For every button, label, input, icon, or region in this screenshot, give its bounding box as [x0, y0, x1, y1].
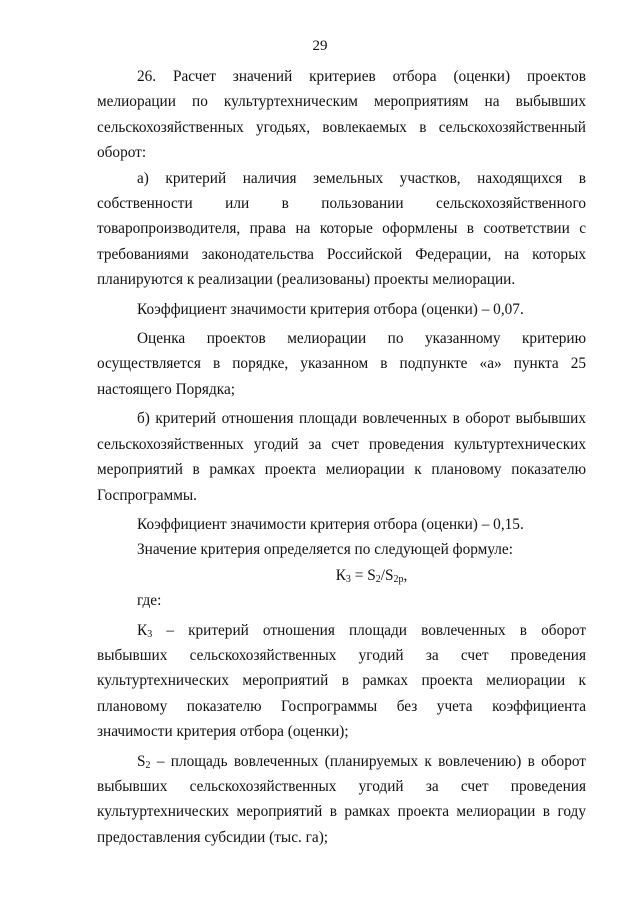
coefficient-b: Коэффициент значимости критерия отбора (оценки) – 0,15.: [137, 515, 524, 533]
formula-k-sub: 3: [345, 573, 351, 585]
formula-s-sub: 2: [375, 573, 381, 585]
k3-definition-text: – критерий отношения площади вовлеченных в оборот выбывших сельскохозяйственных угодий за счет проведения культуртехнических мероприятий в рамках проекта мелиорации к плановому показателю Госпрограммы без учета коэффициента значимости критерия отбора (оценки);: [97, 621, 586, 741]
k3-symbol: К: [137, 621, 148, 639]
coefficient-a: Коэффициент значимости критерия отбора (оценки) – 0,07.: [137, 300, 524, 318]
formula-s2p: S: [384, 566, 394, 584]
document-body: [97, 64, 586, 850]
evaluation-a: Оценка проектов мелиорации по указанному критерию осуществляется в порядке, указанном в подпункте «а» пункта 25 настоящего Порядка;: [97, 330, 586, 398]
formula-tail: ,: [403, 566, 408, 584]
formula-equals: =: [350, 566, 368, 584]
k3-definition: [97, 618, 586, 745]
formula-intro: Значение критерия определяется по следующей формуле:: [137, 541, 513, 559]
where-label: где:: [137, 592, 162, 610]
formula-s: S: [367, 566, 376, 584]
s2-symbol-sub: 2: [145, 759, 151, 771]
s2-definition: [97, 749, 586, 851]
k3-symbol-sub: 3: [147, 628, 153, 640]
page-number: 29: [312, 38, 328, 54]
paragraph-a: а) критерий наличия земельных участков, находящихся в собственности или в пользовании сельскохозяйственного товаропроизводителя, права на которые оформлены в соответствии с требованиями законодательства Российской Федерации, на которых планируются к реализации (реализованы) проекты мелиорации.: [97, 169, 586, 289]
formula-slash: /: [380, 566, 385, 584]
formula: [97, 563, 586, 588]
formula-s2p-sub: 2р: [393, 573, 404, 585]
s2-definition-text: – площадь вовлеченных (планируемых к вовлечению) в оборот выбывших сельскохозяйственных угодий за счет проведения культуртехнических мероприятий в рамках проекта мелиорации в году предоставления субсидии (тыс. га);: [97, 752, 586, 846]
formula-k: К: [335, 566, 346, 584]
paragraph-b: б) критерий отношения площади вовлеченных в оборот выбывших сельскохозяйственных угодий за счет проведения культуртехнических мероприятий в рамках проекта мелиорации к плановому показателю Госпрограммы.: [97, 410, 586, 504]
s2-symbol: S: [137, 752, 146, 770]
paragraph-26: 26. Расчет значений критериев отбора (оценки) проектов мелиорации по культуртехническим мероприятиям на выбывших сельскохозяйственных угодьях, вовлекаемых в сельскохозяйственный оборот:: [97, 68, 586, 162]
